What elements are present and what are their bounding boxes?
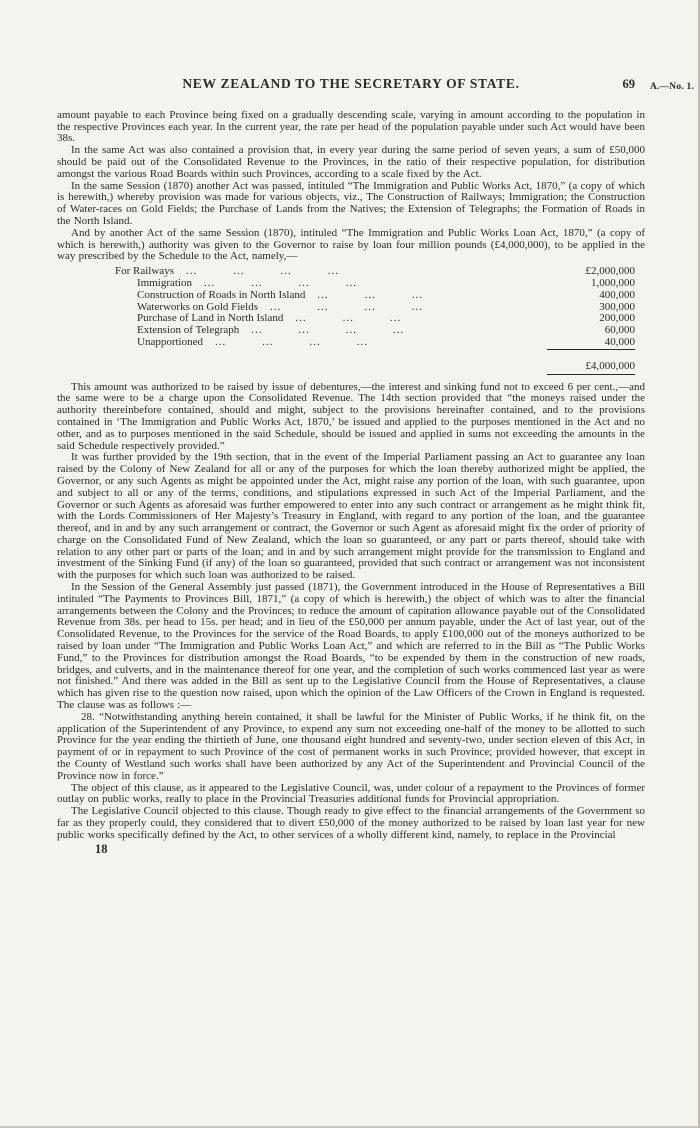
schedule-row-dots: ... ... ... ...	[251, 325, 405, 337]
paragraph: The object of this clause, as it appeared to the Legislative Council, was, under colour of a repayment to the Provinces of former outlay on public works, really to place in the Provincial Treasuries additional funds for Provincial appropriation.	[57, 781, 645, 806]
schedule-row-label: Construction of Roads in North Island	[137, 288, 306, 301]
schedule-row-label: Waterworks on Gold Fields	[137, 300, 259, 313]
paragraph: This amount was authorized to be raised by issue of debentures,—the interest and sinking fund not to exceed 6 per cent.,—and the same were to be a charge upon the Consolidated Revenue. The 14th section provided that “the moneys raised under the authority thereinbefore contained, should and might, subject to the provisions hereinafter contained, and to the provisions contained in ‘The Immigration and Public Works Act, 1870,’ be issued and applied to the purposes mentioned in the Act and no other, and as to purposes mentioned in the said Schedule, should be issued and applied in sums not exceeding the amounts in the said Schedule respectively provided.”	[57, 380, 645, 452]
schedule-row-amount: 1,000,000	[591, 276, 635, 289]
paragraph-clause-28: 28. “Notwithstanding anything herein contained, it shall be lawful for the Minister of Public Works, if he think fit, on the application of the Superintendent of any Province, to expend any sum not exceeding one-half of the money to be allotted to such Province for the year ending the thirtieth of June, one thousand eight hundred and seventy-two, under section eleven of this Act, in payment of or in repayment to such Province of the cost of permanent works in such Province; provided however, that except in the County of Westland such works shall have been authorized by any Act of the Superintendent and Provincial Council of the Province now in force.”	[57, 710, 645, 782]
table-row	[115, 278, 635, 290]
page-header	[57, 78, 645, 92]
schedule-row-amount: 60,000	[604, 324, 635, 337]
paragraph: The Legislative Council objected to this clause. Though ready to give effect to the financial arrangements of the Government so far as they properly could, they considered that to divert £50,000 of the money authorized to be raised by loan last year for new public works specifically defined by the Act, to other services of a wholly different kind, namely, to replace in the Provincial	[57, 805, 645, 841]
schedule-row-dots: ... ... ... ...	[270, 301, 424, 313]
schedule-row-dots: ... ... ... ...	[204, 277, 357, 289]
table-total-row	[115, 361, 635, 375]
schedule-row-dots: ... ... ...	[317, 289, 424, 301]
schedule-row-label: Immigration	[137, 276, 192, 289]
margin-reference: A.—No. 1.	[649, 82, 694, 92]
page-number: 69	[622, 77, 635, 91]
schedule-row-dots: ... ... ... ...	[214, 336, 368, 348]
paragraph: amount payable to each Province being fixed on a gradually descending scale, varying in amount according to the population in the respective Provinces each year. In the current year, the rate per head of the population payable under such Act would have been 38s.	[57, 108, 645, 145]
schedule-total-amount: £4,000,000	[547, 361, 635, 375]
schedule-row-amount: 400,000	[599, 288, 635, 301]
paragraph: And by another Act of the same Session (1870), intituled “The Immigration and Public Works Loan Act, 1870,” (a copy of which is herewith,) authority was given to the Governor to raise by loan four million pounds (£4,000,000), to be applied in the way prescribed by the Schedule to the Act, namely,—	[57, 226, 645, 263]
schedule-row-dots: ... ... ... ...	[185, 266, 339, 278]
schedule-row-amount: £2,000,000	[585, 265, 635, 278]
footer-page-number: 18	[95, 841, 108, 856]
schedule-row-amount: 200,000	[599, 312, 635, 325]
table-row	[115, 337, 635, 350]
document-title: NEW ZEALAND TO THE SECRETARY OF STATE.	[182, 76, 520, 91]
table-row	[115, 290, 635, 302]
loan-schedule-table	[115, 266, 635, 374]
schedule-row-label: For Railways	[115, 265, 174, 278]
schedule-row-label: Purchase of Land in North Island	[137, 312, 284, 325]
paragraph: In the same Act was also contained a provision that, in every year during the same period of seven years, a sum of £50,000 should be paid out of the Consolidated Revenue to the Provinces, in the ratio of their respective population, for distribution amongst the various Road Boards within such Provinces, according to a scale fixed by the Act.	[57, 144, 645, 180]
paragraph: It was further provided by the 19th section, that in the event of the Imperial Parliament passing an Act to guarantee any loan raised by the Colony of New Zealand for all or any of the purposes for which the loan thereby authorized might be applied, the Governor, or any such Agents as might be appointed under the Act, might raise any portion of the loan, with such guarantee, upon and subject to all or any of the terms, conditions, and stipulations expressed in such Act of the Imperial Parliament, and the Governor or such Agents as aforesaid was further empowered to enter into any such contract or arrangement as he might think fit, with the Lords Commissioners of Her Majesty’s Treasury in England, with regard to any portion of the loan, and the guarantee thereof, and in and by any such arrangement or contract, the Governor or such Agent as aforesaid might fix the order of priority of charge on the Consolidated Fund of New Zealand, which the loan so guaranteed, or any part or parts thereof, should take with relation to any other part or parts of the loan; and in and by such arrangement might provide for the transmission to England and investment of the Sinking Fund (if any) of the loan so guaranteed, provided that such contract or arrangement was not inconsistent with the purposes for which such loan was authorized to be raised.	[57, 451, 645, 582]
paragraph: In the Session of the General Assembly just passed (1871), the Government introduced in the House of Representatives a Bill intituled “The Payments to Provinces Bill, 1871,” (a copy of which is herewith,) the object of which was to alter the financial arrangements between the Colony and the Provinces; to reduce the amount of capitation allowance payable out of the Consolidated Revenue from 38s. per head to 15s. per head; and in lieu of the £50,000 per annum payable, under the Act of last year, out of the Consolidated Revenue, to the Provinces for the service of the Road Boards, to apply £100,000 out of the moneys authorized to be raised by loan under “The Immigration and Public Works Loan Act,” and which are referred to in the Bill as “The Public Works Fund,” to the Provinces for distribution amongst the Road Boards, “to be expended by them in the construction of new roads, bridges, and culverts, and in the maintenance thereof for one year, and the completion of such works commenced last year as were not finished.” And there was added in the Bill as sent up to the Legislative Council from the House of Representatives, a clause which has given rise to the question now raised, upon which the opinion of the Law Officers of the Crown in England is requested. The clause was as follows :—	[57, 581, 645, 712]
text-block	[57, 0, 645, 855]
document-body	[57, 110, 645, 856]
schedule-row-label: Extension of Telegraph	[137, 324, 240, 337]
schedule-row-label: Unapportioned	[137, 335, 203, 348]
schedule-row-amount: 300,000	[599, 300, 635, 313]
paragraph: In the same Session (1870) another Act was passed, intituled “The Immigration and Public Works Act, 1870,” (a copy of which is herewith,) whereby provision was made for various objects, viz., The Construction of Railways; Immigration; the Construction of Water-races on Gold Fields; the Purchase of Lands from the Natives; the Extension of Telegraphs; the Formation of Roads in the North Island.	[57, 179, 645, 227]
schedule-row-amount: 40,000	[547, 337, 635, 350]
schedule-row-dots: ... ... ...	[295, 313, 402, 325]
table-row	[115, 266, 635, 278]
table-total-spacer	[115, 361, 547, 375]
